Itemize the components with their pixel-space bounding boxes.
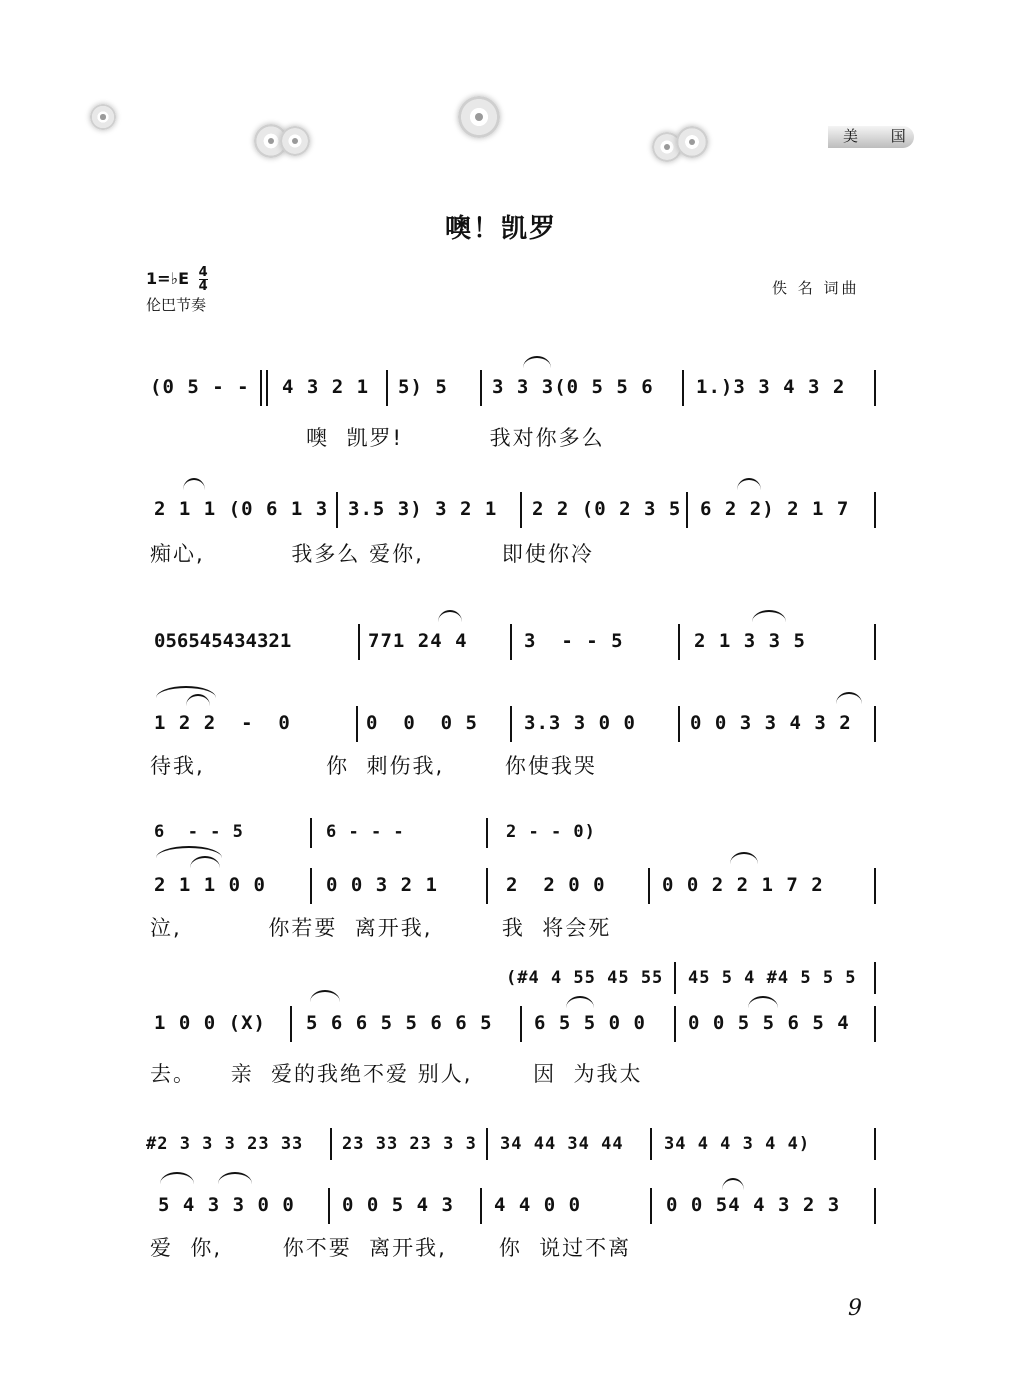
barline (510, 706, 512, 742)
barline (520, 1006, 522, 1042)
measure: 2 1 3 3 5 (694, 630, 806, 652)
barline (874, 370, 876, 406)
rhythm-label: 伦巴节奏 (146, 296, 207, 314)
lyric-line: 泣, 你若要 离开我, 我 将会死 (150, 916, 612, 940)
notation-row (150, 874, 880, 904)
barline (874, 624, 876, 660)
barline (358, 624, 360, 660)
measure: 1.)3 3 4 3 2 (696, 376, 846, 398)
tie-arc (523, 356, 551, 368)
barline (310, 868, 312, 904)
tie-arc (752, 610, 786, 622)
song-title: 噢！凯罗 (445, 214, 558, 244)
measure: 2 2 0 0 (506, 874, 606, 896)
barline (874, 1128, 876, 1160)
barline (686, 492, 688, 528)
barline (290, 1006, 292, 1042)
barline (874, 492, 876, 528)
key-label: 1=♭E (146, 269, 190, 288)
tie-arc (218, 1172, 252, 1184)
lyric-line: 噢 凯罗! 我对你多么 (150, 426, 605, 450)
notation-row (150, 822, 880, 852)
flower-decoration-icon (280, 126, 310, 156)
notation-row (150, 712, 880, 742)
country-label: 美 国 (843, 127, 920, 145)
time-denominator: 4 (198, 279, 208, 294)
barline (356, 706, 358, 742)
measure: 6 - - 5 (154, 822, 244, 842)
lyric-line: 爱 你, 你不要 离开我, 你 说过不离 (150, 1236, 632, 1260)
measure: 0 0 5 5 6 5 4 (688, 1012, 850, 1034)
notation-row (150, 1194, 880, 1224)
barline (486, 1128, 488, 1160)
barline (328, 1188, 330, 1224)
tie-arc (737, 478, 761, 490)
measure: 0 0 54 4 3 2 3 (666, 1194, 841, 1216)
tie-arc (160, 1172, 194, 1184)
barline (330, 1128, 332, 1160)
measure: 3 - - 5 (524, 630, 624, 652)
measure: 1 2 2 - 0 (154, 712, 291, 734)
measure: 5) 5 (398, 376, 448, 398)
barline (520, 492, 522, 528)
measure: #2 3 3 3 23 33 (146, 1134, 304, 1154)
flower-decoration-icon (458, 96, 500, 138)
lyric-line: 去。 亲 爱的我绝不爱 别人, 因 为我太 (150, 1062, 643, 1086)
barline (486, 818, 488, 848)
barline (874, 706, 876, 742)
barline (874, 962, 876, 994)
measure: 6 5 5 0 0 (534, 1012, 646, 1034)
notation-row (150, 376, 880, 406)
tie-arc (183, 478, 205, 490)
barline (650, 1188, 652, 1224)
barline (678, 624, 680, 660)
measure: 34 4 4 3 4 4) (664, 1134, 811, 1154)
measure: 34 44 34 44 (500, 1134, 624, 1154)
measure: 2 1 1 (0 6 1 3 (154, 498, 329, 520)
measure: 771 24 4 (368, 630, 468, 652)
measure: 2 1 1 0 0 (154, 874, 266, 896)
repeat-barline (260, 370, 262, 406)
page-number: 9 (848, 1296, 862, 1321)
tie-arc (836, 692, 862, 704)
measure: 0 0 5 4 3 (342, 1194, 454, 1216)
measure: 45 5 4 #4 5 5 5 (688, 968, 857, 988)
measure: 2 2 (0 2 3 5 (532, 498, 682, 520)
barline (874, 1188, 876, 1224)
notation-row (150, 498, 880, 528)
barline (682, 370, 684, 406)
lyric-line: 痴心, 我多么 爱你, 即使你冷 (150, 542, 594, 566)
measure: 6 2 2) 2 1 7 (700, 498, 850, 520)
key-signature (146, 266, 208, 293)
measure: 5 4 3 3 0 0 (158, 1194, 295, 1216)
measure: 23 33 23 3 3 (342, 1134, 477, 1154)
tie-arc (722, 1178, 744, 1190)
measure: 2 - - 0) (506, 822, 596, 842)
notation-row (150, 1012, 880, 1042)
barline (874, 1006, 876, 1042)
measure: (0 5 - - (150, 376, 250, 398)
time-numerator: 4 (198, 265, 208, 280)
measure: 6 - - - (326, 822, 405, 842)
barline (674, 1006, 676, 1042)
barline (310, 818, 312, 848)
measure: 3 3 3(0 5 5 6 (492, 376, 654, 398)
barline (386, 370, 388, 406)
measure: 1 0 0 (X) (154, 1012, 266, 1034)
barline (678, 706, 680, 742)
measure: 056545434321 (154, 630, 292, 652)
credit-label: 佚 名 词曲 (772, 279, 860, 297)
measure: 4 3 2 1 (282, 376, 370, 398)
measure: 0 0 0 5 (366, 712, 478, 734)
measure: 3.5 3) 3 2 1 (348, 498, 498, 520)
notation-row (150, 968, 880, 998)
barline (674, 962, 676, 994)
barline (510, 624, 512, 660)
flower-decoration-icon (676, 126, 708, 158)
barline (480, 370, 482, 406)
measure: 5 6 6 5 5 6 6 5 (306, 1012, 493, 1034)
notation-row (150, 630, 880, 660)
flower-decoration-icon (90, 104, 116, 130)
repeat-barline (266, 370, 268, 406)
barline (874, 868, 876, 904)
measure: 0 0 2 2 1 7 2 (662, 874, 824, 896)
barline (480, 1188, 482, 1224)
measure: 0 0 3 3 4 3 2 (690, 712, 852, 734)
barline (486, 868, 488, 904)
barline (650, 1128, 652, 1160)
measure: 0 0 3 2 1 (326, 874, 438, 896)
measure: 4 4 0 0 (494, 1194, 582, 1216)
slur-arc (156, 686, 216, 698)
notation-row (146, 1134, 880, 1164)
barline (336, 492, 338, 528)
tie-arc (438, 610, 462, 622)
measure: (#4 4 55 45 55 (506, 968, 664, 988)
time-signature (199, 266, 208, 293)
barline (648, 868, 650, 904)
tie-arc (730, 852, 758, 864)
lyric-line: 待我, 你 刺伤我, 你使我哭 (150, 754, 597, 778)
measure: 3.3 3 0 0 (524, 712, 636, 734)
